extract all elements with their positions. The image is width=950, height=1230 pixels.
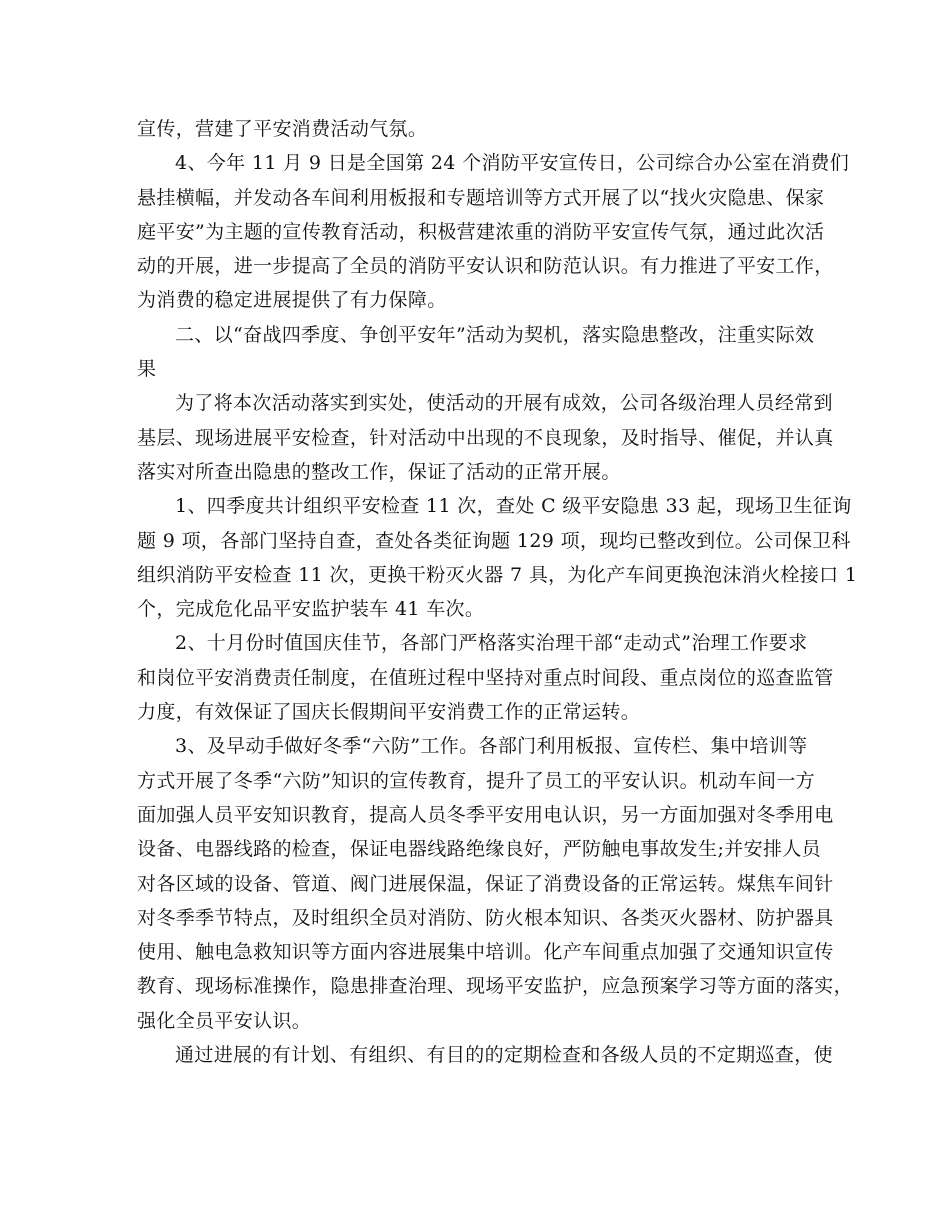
text-line: 方式开展了冬季“六防”知识的宣传教育，提升了员工的平安认识。机动车间一方 [137,769,816,792]
text-line: 面加强人员平安知识教育，提高人员冬季平安用电认识，另一方面加强对冬季用电 [137,803,834,826]
text-line: 为消费的稳定进展提供了有力保障。 [137,289,447,312]
text-line: 教育、现场标准操作，隐患排查治理、现场平安监护，应急预案学习等方面的落实， [137,975,853,998]
text-line: 题 9 项，各部门坚持自查，查处各类征询题 129 项，现均已整改到位。公司保卫科 [137,529,851,552]
text-line: 组织消防平安检查 11 次，更换干粉灭火器 7 具，为化产车间更换泡沫消火栓接口 1 [137,563,858,586]
text-line: 1、四季度共计组织平安检查 11 次，查处 C 级平安隐患 33 起，现场卫生征询 [175,495,852,518]
text-line: 力度，有效保证了国庆长假期间平安消费工作的正常运转。 [137,701,641,724]
text-line: 落实对所查出隐患的整改工作，保证了活动的正常开展。 [137,460,621,483]
text-line: 4、今年 11 月 9 日是全国第 24 个消防平安宣传日，公司综合办公室在消费们 [175,152,850,175]
text-line: 和岗位平安消费责任制度，在值班过程中坚持对重点时间段、重点岗位的巡查监管 [137,666,834,689]
text-line: 3、及早动手做好冬季“六防”工作。各部门利用板报、宣传栏、集中培训等 [175,735,808,758]
text-line: 庭平安”为主题的宣传教育活动，积极营建浓重的消防平安宣传气氛，通过此次活 [137,220,825,243]
text-line: 动的开展，进一步提高了全员的消防平安认识和防范认识。有力推进了平安工作， [137,255,834,278]
text-line: 悬挂横幅，并发动各车间利用板报和专题培训等方式开展了以“找火灾隐患、保家 [137,186,825,209]
document-page [137,112,858,1072]
text-line: 个，完成危化品平安监护装车 41 车次。 [137,598,485,621]
text-line: 2、十月份时值国庆佳节，各部门严格落实治理干部“走动式”治理工作要求 [175,632,808,655]
text-line: 对各区域的设备、管道、阀门进展保温，保证了消费设备的正常运转。煤焦车间针 [137,872,834,895]
text-line: 使用、触电急救知识等方面内容进展集中培训。化产车间重点加强了交通知识宣传 [137,941,834,964]
text-line: 通过进展的有计划、有组织、有目的的定期检查和各级人员的不定期巡查，使 [175,1044,833,1067]
text-line: 二、以“奋战四季度、争创平安年”活动为契机，落实隐患整改，注重实际效 [175,323,815,346]
text-line: 宣传，营建了平安消费活动气氛。 [137,118,428,140]
text-line: 果 [137,358,157,381]
text-line: 基层、现场进展平安检查，针对活动中出现的不良现象，及时指导、催促，并认真 [137,426,834,449]
text-line: 强化全员平安认识。 [137,1009,312,1032]
text-line: 设备、电器线路的检查，保证电器线路绝缘良好，严防触电事故发生;并安排人员 [137,838,822,861]
text-line: 为了将本次活动落实到实处，使活动的开展有成效，公司各级治理人员经常到 [175,392,833,415]
text-line: 对冬季季节特点，及时组织全员对消防、防火根本知识、各类灭火器材、防护器具 [137,906,834,929]
